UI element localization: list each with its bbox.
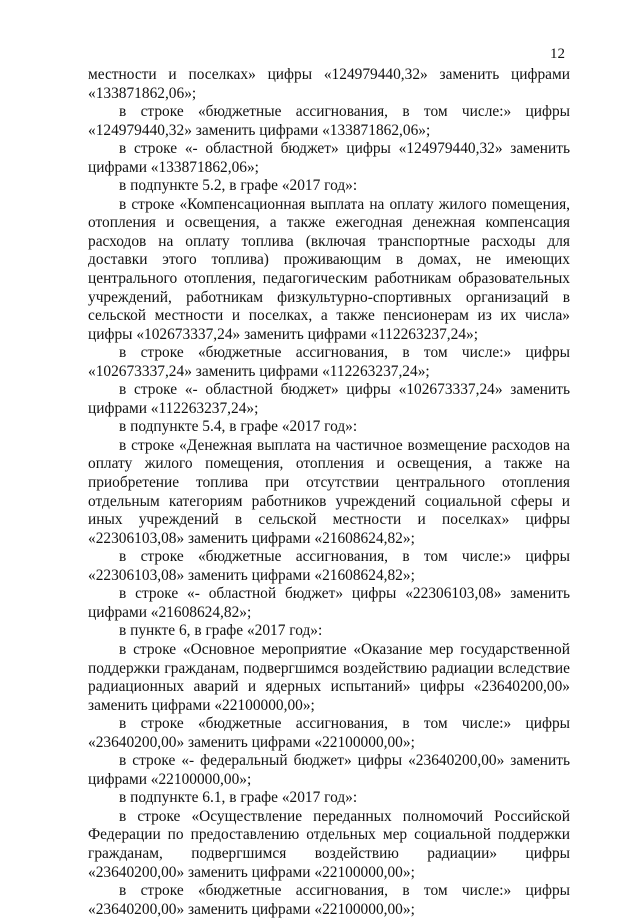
paragraph: в строке «Осуществление переданных полномочий Российской Федерации по предоставлению отдельных мер социальной поддержки гражданам, подвергшимся воздействию радиации» цифры «23640200,00» заменить цифрами «22100000,00»; <box>88 807 570 881</box>
paragraph: в строке «бюджетные ассигнования, в том числе:» цифры «23640200,00» заменить цифрами «22100000,00»; <box>88 715 570 751</box>
paragraph: в строке «бюджетные ассигнования, в том числе:» цифры «23640200,00» заменить цифрами «22100000,00»; <box>88 882 570 918</box>
document-body <box>88 66 570 919</box>
paragraph: в строке «- федеральный бюджет» цифры «23640200,00» заменить цифрами «22100000,00»; <box>88 752 570 788</box>
paragraph: в строке «Компенсационная выплата на оплату жилого помещения, отопления и освещения, а также ежегодная денежная компенсация расходов на оплату топлива (включая транспортные расходы для доставки этого топлива) проживающим в домах, не имеющих центрального отопления, педагогическим работникам образовательных учреждений, работникам физкультурно-спортивных организаций в сельской местности и поселках, а также пенсионерам из их числа» цифры «102673337,24» заменить цифрами «112263237,24»; <box>88 195 570 343</box>
page-number: 12 <box>550 46 565 62</box>
paragraph: в строке «- областной бюджет» цифры «22306103,08» заменить цифрами «21608624,82»; <box>88 585 570 621</box>
paragraph-subsection-heading: в подпункте 5.4, в графе «2017 год»: <box>119 418 358 436</box>
paragraph: в строке «бюджетные ассигнования, в том числе:» цифры «124979440,32» заменить цифрами «133871862,06»; <box>88 103 570 139</box>
paragraph: в строке «- областной бюджет» цифры «102673337,24» заменить цифрами «112263237,24»; <box>88 381 570 417</box>
paragraph-subsection-heading: в подпункте 5.2, в графе «2017 год»: <box>119 177 358 195</box>
paragraph: в строке «бюджетные ассигнования, в том числе:» цифры «102673337,24» заменить цифрами «112263237,24»; <box>88 344 570 380</box>
paragraph-continuation: местности и поселках» цифры «124979440,32» заменить цифрами «133871862,06»; <box>88 66 570 102</box>
paragraph-subsection-heading: в подпункте 6.1, в графе «2017 год»: <box>119 789 358 807</box>
paragraph: в строке «Основное мероприятие «Оказание мер государственной поддержки гражданам, подвергшимся воздействию радиации вследствие радиационных аварий и ядерных испытаний» цифры «23640200,00» заменить цифрами «22100000,00»; <box>88 640 570 714</box>
paragraph: в строке «бюджетные ассигнования, в том числе:» цифры «22306103,08» заменить цифрами «21608624,82»; <box>88 548 570 584</box>
paragraph: в строке «- областной бюджет» цифры «124979440,32» заменить цифрами «133871862,06»; <box>88 140 570 176</box>
paragraph-section-heading: в пункте 6, в графе «2017 год»: <box>119 622 323 640</box>
paragraph: в строке «Денежная выплата на частичное возмещение расходов на оплату жилого помещения, отопления и освещения, а также на приобретение топлива при отсутствии центрального отопления отдельным категориям работников учреждений социальной сферы и иных учреждений в сельской местности и поселках» цифры «22306103,08» заменить цифрами «21608624,82»; <box>88 436 570 547</box>
